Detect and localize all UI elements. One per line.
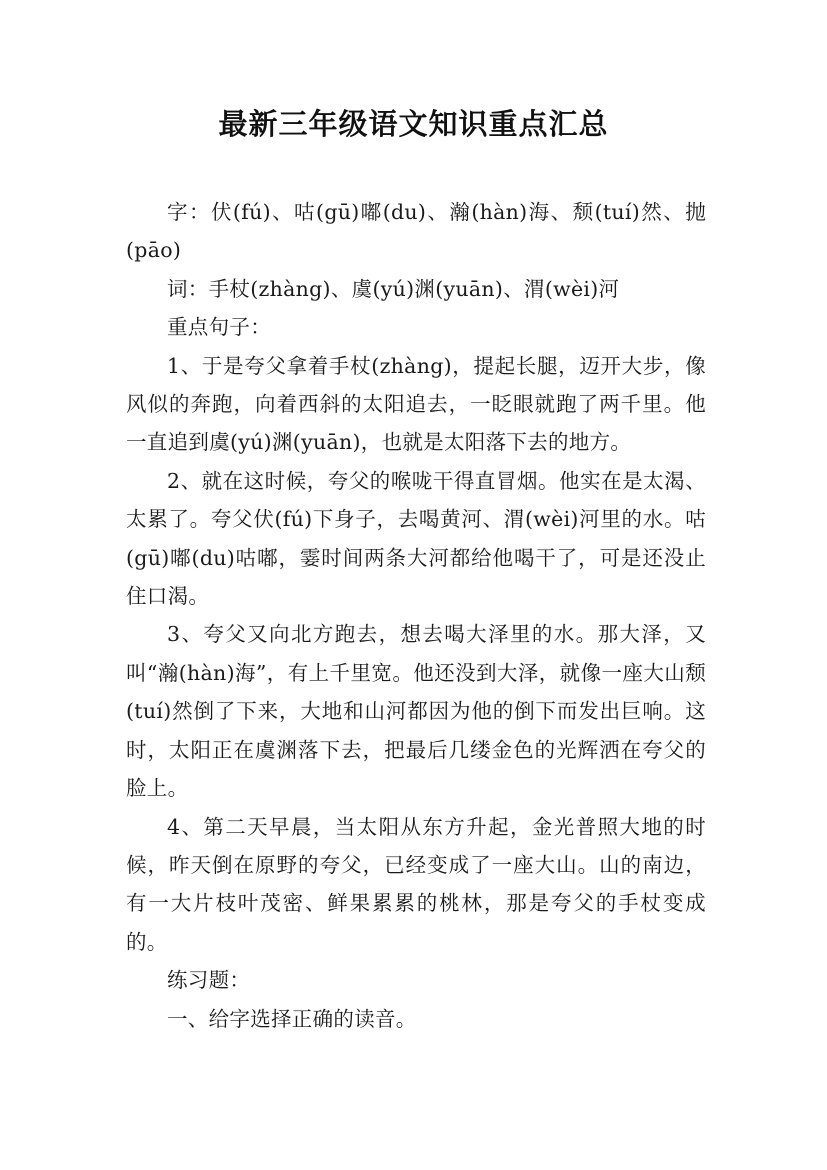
paragraph-characters: 字：伏(fú)、咕(gū)嘟(du)、瀚(hàn)海、颓(tuí)然、抛(pāo) [126,200,706,263]
paragraph-exercise-1: 一、给字选择正确的读音。 [167,1006,417,1031]
paragraph-exercises-heading: 练习题： [167,968,251,993]
document-body [126,193,706,1038]
paragraph-sentence-2: 2、就在这时候，夸父的喉咙干得直冒烟。他实在是太渴、太累了。夸父伏(fú)下身子，去喝黄河、渭(wèi)河里的水。咕(gū)嘟(du)咕嘟，霎时间两条大河都给他喝干了，可是还没止住口渴。 [126,468,706,609]
paragraph-key-sentences-heading: 重点句子： [167,315,271,340]
paragraph-sentence-4: 4、第二天早晨，当太阳从东方升起，金光普照大地的时候，昨天倒在原野的夸父，已经变成了一座大山。山的南边，有一大片枝叶茂密、鲜果累累的桃林，那是夸父的手杖变成的。 [126,814,706,954]
document-title: 最新三年级语文知识重点汇总 [218,107,609,141]
paragraph-words: 词：手杖(zhàng)、虞(yú)渊(yuān)、渭(wèi)河 [167,276,620,301]
paragraph-sentence-3: 3、夸父又向北方跑去，想去喝大泽里的水。那大泽，又叫“瀚(hàn)海”，有上千里宽。他还没到大泽，就像一座大山颓(tuí)然倒了下来，大地和山河都因为他的倒下而发出巨响。这时，太阳正在虞渊落下去，把最后几缕金色的光辉洒在夸父的脸上。 [126,622,706,801]
paragraph-sentence-1: 1、于是夸父拿着手杖(zhàng)，提起长腿，迈开大步，像风似的奔跑，向着西斜的太阳追去，一眨眼就跑了两千里。他一直追到虞(yú)渊(yuān)，也就是太阳落下去的地方。 [126,353,706,455]
